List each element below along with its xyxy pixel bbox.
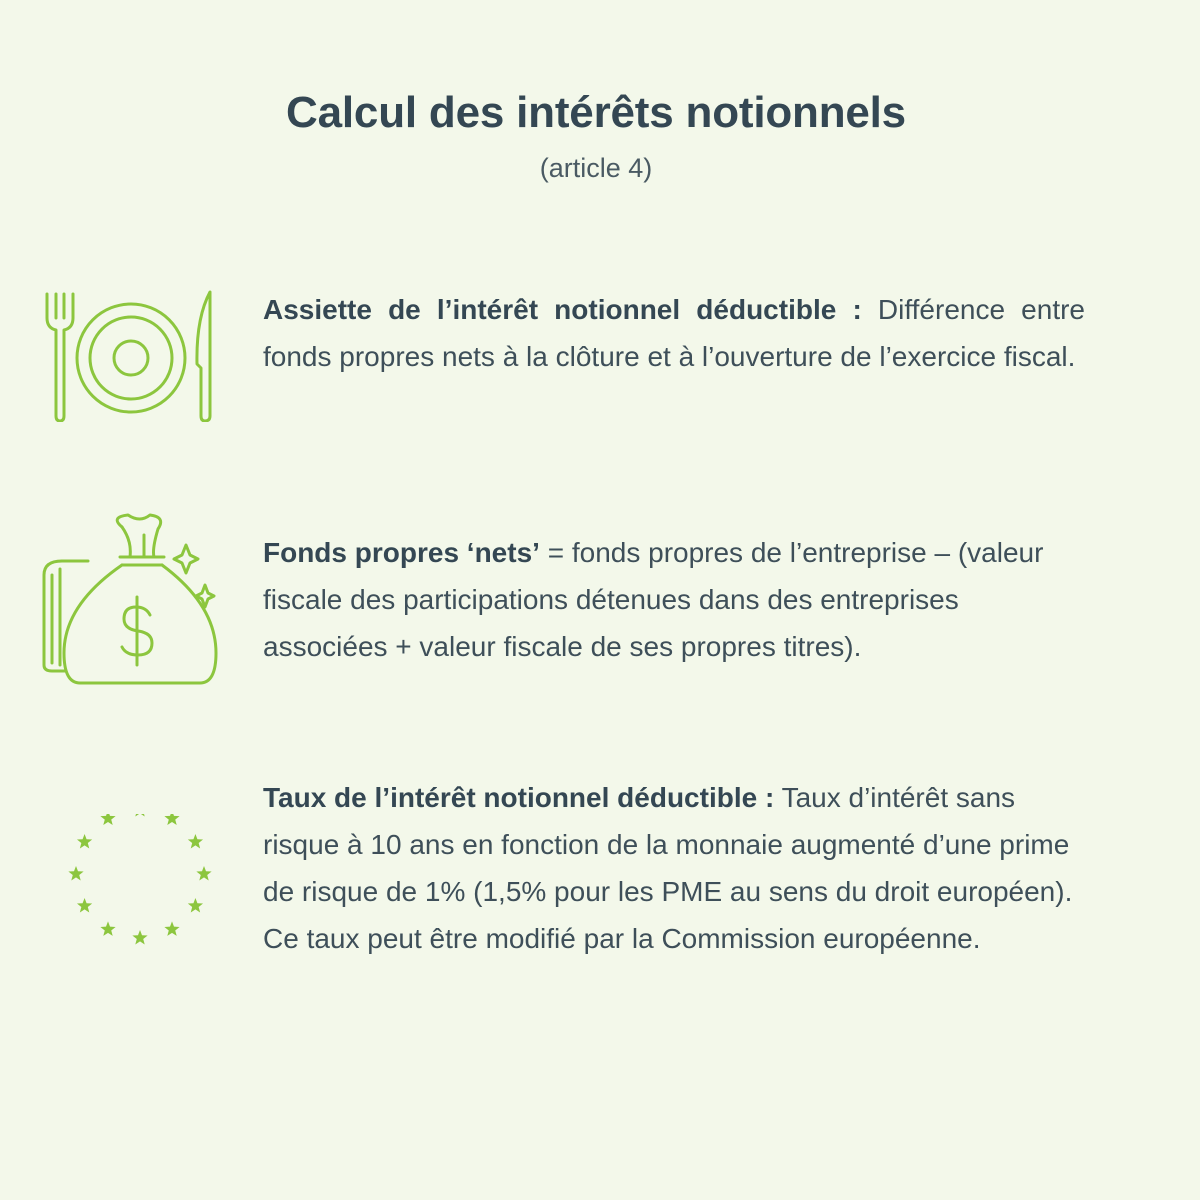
- eu-stars-icon: [40, 814, 240, 964]
- star-icon: [132, 930, 147, 944]
- money-bag-icon: [40, 513, 220, 685]
- page-title: Calcul des intérêts notionnels: [286, 88, 906, 137]
- section-body: = fonds propres de l’entreprise – (valeur fiscale des participations détenues dans des entreprises associées + valeur fiscale de ses propres titres).: [263, 537, 1044, 662]
- star-icon: [164, 814, 179, 825]
- page-subtitle: (article 4): [539, 153, 653, 183]
- star-icon: [188, 834, 203, 848]
- section-term: Fonds propres ‘nets’: [263, 537, 540, 568]
- star-icon: [68, 866, 83, 880]
- section-text: [263, 774, 1085, 962]
- plate-cutlery-icon: [40, 288, 218, 422]
- star-icon: [188, 898, 203, 912]
- star-icon: [164, 921, 179, 935]
- star-icon: [77, 834, 92, 848]
- star-icon: [132, 814, 147, 816]
- section-body: Différence entre fonds propres nets à la clôture et à l’ouverture de l’exercice fiscal.: [263, 294, 1085, 372]
- star-icon: [100, 814, 115, 825]
- section-text: [263, 286, 1085, 380]
- star-icon: [100, 921, 115, 935]
- section-term: Taux de l’intérêt notionnel déductible :: [263, 782, 775, 813]
- star-icon: [196, 866, 211, 880]
- section-term: Assiette de l’intérêt notionnel déductible :: [263, 294, 862, 325]
- section-body: Taux d’intérêt sans risque à 10 ans en fonction de la monnaie augmenté d’une prime de risque de 1% (1,5% pour les PME au sens du droit européen). Ce taux peut être modifié par la Commission européenne.: [263, 782, 1073, 954]
- star-icon: [77, 898, 92, 912]
- section-text: [263, 529, 1085, 670]
